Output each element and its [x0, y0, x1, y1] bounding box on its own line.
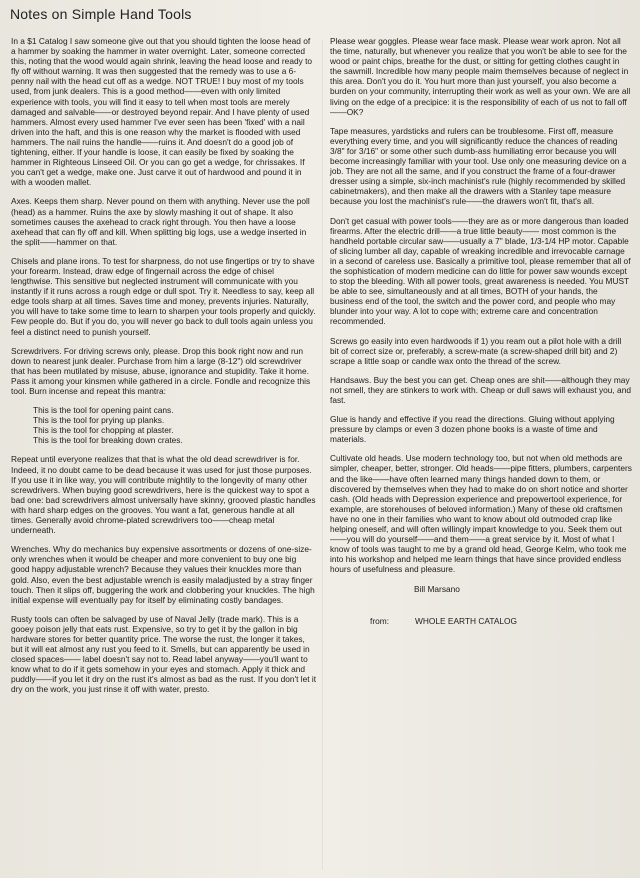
mantra-line: This is the tool for breaking down crates.	[33, 435, 183, 446]
paragraph-rusty-tools: Rusty tools can often be salvaged by use of Naval Jelly (trade mark). This is a gooey poison jelly that eats rust. Expensive, so try to get it by the gallon in big hardware stores for better quantity price. The worse the rust, the longer it takes, but it will eat almost any rust you feed to it. Smells, but can apparently be used in closed spaces—— label doesn't say not to. Read label anyway——you'll want to know what to do if it gets somehow in your eyes and stomach. Apply it thick and puddly——if you let it dry on the rust it's almost as bad as the rust. If you don't let it dry on the work, you just rinse it off with water, presto.	[11, 613, 317, 695]
paragraph-wrenches: Wrenches. Why do mechanics buy expensive assortments or dozens of one-size-only wrenches when it would be cheaper and more convenient to buy one big good happy adjustable wrench? Because they values their knuckles more than gold. Also, even the best adjustable wrench is easily maladjusted by a stray finger touch. Then it slips off, buggering the work and clobbering your knuckles. The high initial expense will eventually pay for itself by eliminating costly bandages.	[11, 544, 315, 605]
paragraph-screws: Screws go easily into even hardwoods if 1) you ream out a pilot hole with a drill bit of correct size or, preferably, a screw-mate (a screw-shaped drill bit) and 2) scrape a little soap or candle wax onto the thread of the screw.	[330, 335, 622, 366]
paragraph-glue: Glue is handy and effective if you read the directions. Gluing without applying pressure by clamps or even 3 dozen phone books is a waste of time and materials.	[330, 414, 615, 445]
paragraph-hammers: In a $1 Catalog I saw someone give out that you should tighten the loose head of a hammer by soaking the hammer in water overnight. Later, someone corrected this, noting that the wood would again shrink, leaving the head loose and ready to fly off without warning. It was then suggested that the remedy was to use a 6-penny nail with the head cut off as a wedge. NOT TRUE! I buy most of my tools used, from junk dealers. This is a good method——even with only limited experience with tools, you will find it easy to tell when most tools are merely damaged and salvable——or destroyed beyond repair. And I have plenty of used hammers. Almost every used hammer I've ever seen has been 'fixed' with a nail driven into the haft, and this is one reason why the market is flooded with used hammers. The nail ruins the handle——ruins it. And doesn't do a good job of tightening, either. If your handle is loose, it can easily be fixed by soaking the hammer in Righteous Linseed Oil. Or you can go get a wedge, for chrissakes. If you can't get a wedge, make one. Just carve it out of hardwood and pound it in with a wooden mallet.	[11, 36, 313, 188]
author-signature: Bill Marsano	[414, 583, 460, 594]
mantra-list	[33, 405, 317, 445]
paragraph-tape-measures: Tape measures, yardsticks and rulers can be troublesome. First off, measure everything every time, and you will significantly reduce the chances of reading 3/8" for 3/16" or some other such dumb-ass humiliating error because you will become increasingly familiar with your tool. Use only one measuring device on a job. They are not all the same, and if you construct the frame of a four-drawer dresser using a simple, six-inch machinist's rule (highly recommended by skilled cabinetmakers), and then make all the drawers with a Stanley tape measure because you lost the machinist's rule——the drawers won't fit, that's all.	[330, 125, 627, 207]
mantra-line: This is the tool for prying up planks.	[33, 415, 165, 426]
paragraph-old-heads: Cultivate old heads. Use modern technology too, but not when old methods are simpler, cheaper, better, stronger. Old heads——pipe fitters, plumbers, carpenters and the like——have often learned many things handed down to them, or discovered by themselves when they had to make do on short notice and shorter cash. (Old heads with Depression experience and prepowertool experience, for example, are storehouses of beloved information.) Many of these old craftsmen have no one in their families who want to know about old outmoded crap like helping oneself, and will often willingly impart knowledge to you. Seek them out——you will do yourself——and them——a great service by it. Most of what I know of tools was taught to me by a grand old head, George Kelm, who took me into his workshop and helped me learn things that have since provided endless hours of usefulness and pleasure.	[330, 453, 632, 575]
page-title: Notes on Simple Hand Tools	[10, 6, 192, 22]
paragraph-power-tools: Don't get casual with power tools——they are as or more dangerous than loaded firearms. After the electric drill——a true little beauty—— most common is the handheld portable circular saw——usually a 7" blade, 1/3-1/4 HP motor. Capable of slicing lumber all day, capable of wreaking incredible and irrevocable carnage in a second of careless use. Basically a primitive tool, please remember that all of the sophistication of modern medicine can do little for power saw wounds except to stop the bleeding. With all power tools, great awareness is needed. You MUST be able to see, simultaneously and at all times, BOTH of your hands, the business end of the tool, the switch and the power cord, and people who may blunder into your way. A lot to cope with; extreme care and concentration recommended.	[330, 215, 631, 327]
column-divider	[322, 40, 323, 870]
paragraph-axes: Axes. Keeps them sharp. Never pound on them with anything. Never use the poll (head) as a hammer. Ruins the axe by slowly mashing it out of shape. It also sometimes causes the axehead to crack right through. You then have a loose axehead that can fly off and kill. When splitting big logs, use a wedge inserted in the split——hammer on that.	[11, 196, 310, 247]
source-line	[330, 616, 632, 626]
paragraph-chisels: Chisels and plane irons. To test for sharpness, do not use fingertips or try to shave your forearm. Instead, draw edge of fingernail across the edge of chisel lengthwise. This sensitive but neglected instrument will communicate with you instantly if it runs across a rough edge or dull spot. Try it. Needless to say, keep all edge tools sharp at all times. Saves time and money, prevents injuries. Naturally, you will have to take some time to learn to sharpen your tools properly and quickly. Few people do. But if you do, you will never go back to dull tools again unless you feel a distinct need to punish yourself.	[11, 255, 316, 337]
paragraph-repeat: Repeat until everyone realizes that that is what the old dead screwdriver is for. Indeed, it no doubt came to be dead because it was used for just those purposes. If you use it in like way, you will contribute mightily to the longevity of many other screwdrivers. When buying good screwdrivers, here is the quickest way to spot a bad one: bad screwdrivers almost universally have skinny, grooved plastic handles with hard sharp edges on the grooves. You want a fat, generous handle at all times. Generally avoid chrome-plated screwdrivers too——cheap metal underneath.	[11, 454, 316, 536]
source-label: from:	[370, 615, 390, 626]
right-column	[330, 36, 632, 626]
mantra-line: This is the tool for opening paint cans.	[33, 405, 174, 416]
paragraph-screwdrivers: Screwdrivers. For driving screws only, please. Drop this book right now and run down to nearest junk dealer. Purchase from him a large (8-12") old screwdriver that has been mutilated by misuse, abuse, ignorance and stupidity. Take it home. Pass it among your kinsmen while gathered in a circle. Fondle and recognize this tool. Burn incense and repeat this mantra:	[11, 345, 311, 396]
source-name: WHOLE EARTH CATALOG	[415, 615, 518, 626]
paragraph-handsaws: Handsaws. Buy the best you can get. Cheap ones are shit——although they may not smell, they are stinkers to work with. Cheap or dull saws will exhaust you, and fast.	[330, 374, 631, 405]
mantra-line: This is the tool for chopping at plaster.	[33, 425, 174, 436]
left-column	[11, 36, 317, 704]
paragraph-goggles: Please wear goggles. Please wear face mask. Please wear work apron. Not all the time, naturally, but whenever you realize that you won't be able to see for the wood or paint chips, breathe for the dust, or sitting for getting clothes caught in the sawmill. Incredible how many people maim themselves because of neglect in this area. Don't you do it. You hurt more than just yourself, you also become a burden on your community, interrupting their work as well as your own. We are all living on the edge of a precipice: it is the responsibility of each of us not to fall off——OK?	[330, 36, 631, 117]
